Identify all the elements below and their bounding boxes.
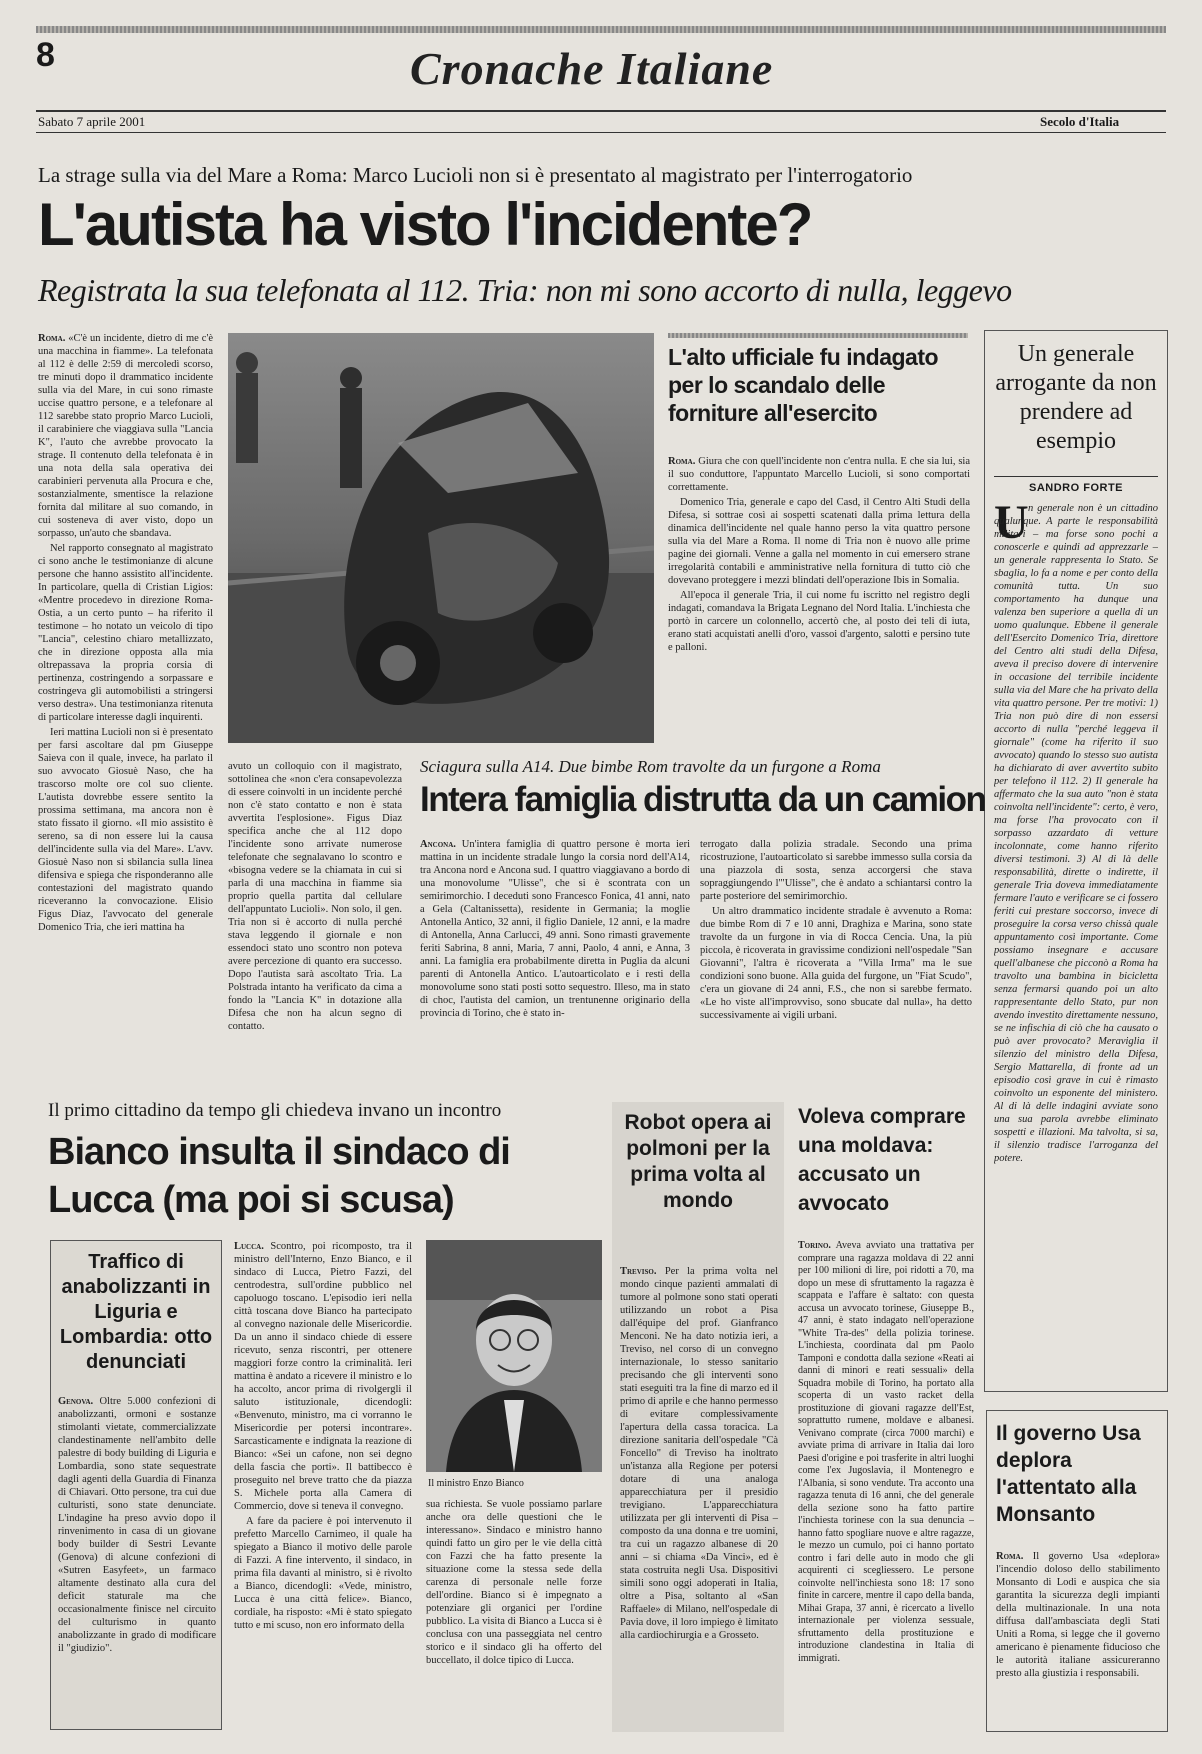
editorial-body (994, 496, 1158, 1382)
newspaper-name: Secolo d'Italia (1040, 114, 1120, 129)
sidebar-dateline: Roma. (668, 456, 696, 467)
bianco-kicker: Il primo cittadino da tempo gli chiedeva invano un incontro (48, 1100, 502, 1121)
masthead-rule-thin (36, 132, 1166, 133)
camion-col1-text: Un'intera famiglia di quattro persone è morta ieri mattina in un incidente stradale lungo la corsia nord dell'A14, tra Ancona nord e Ancona sud. I quattro viaggiavano a bordo di una monovolume "Ulisse", che si è scontrata con un semirimorchio. I deceduti sono Francesco Fonica, 41 anni, nato a Gela (Caltanissetta), residente in Germania; la moglie Antonella Antico, 32 anni, il figlio Daniele, 12 anni, e la madre di Antonella, Anna Carlucci, 49 anni. Sono rimasti gravemente feriti Sabrina, 8 anni, Maria, 7 anni, Paolo, 4 anni, e Anna, 3 anni. La famiglia era probabilmente diretta in Puglia da alcuni parenti di Antonella Antico. L'autoarticolato e i resti della monovolume sono stati posti sotto sequestro. Illeso, ma in stato di choc, l'autista del camion, un trentunenne originario della provincia di Torino, che è stato in- (420, 839, 690, 1019)
main-kicker: La strage sulla via del Mare a Roma: Marco Lucioli non si è presentato al magistrato per l'interrogatorio (38, 163, 913, 187)
robot-body (620, 1265, 778, 1727)
main-subheadline: Registrata la sua telefonata al 112. Tria: non mi sono accorto di nulla, leggevo (38, 272, 1012, 308)
bianco-col1b-text: A fare da paciere è poi intervenuto il prefetto Marcello Carnimeo, il quale ha spiegato a Bianco il motivo delle parole di Fazzi. A fine intervento, il sindaco, in prima fila davanti al ministro, si è rivolto a Bianco, dicendogli: «Vede, ministro, Lucca è una città felice». Bianco, cordiale, ha risposto: «Mi è stato spiegato tutto e mi scuso, non ero informato della (234, 1516, 412, 1631)
anabolizzanti-dateline: Genova. (58, 1396, 94, 1407)
robot-dateline: Treviso. (620, 1266, 657, 1277)
moldava-body (798, 1240, 974, 1732)
main-story-col1 (38, 332, 213, 1177)
top-rule (36, 26, 1166, 33)
main-dateline: Roma. (38, 333, 66, 344)
sidebar-body3: All'epoca il generale Tria, il cui nome fu iscritto nel registro degli indagati, comandava la Brigata Legnano del Nord Italia. L'inchiesta che portò in carcere un colonnello, accertò che, al posto dei teli di iuta, erano stati acquistati anelli d'oro, vassoi d'argento, salotti e persino tute e palloni. (668, 590, 970, 653)
editorial-body-text: n generale non è un cittadino qualunque. A parte le responsabilità militari – ma forse sono pochi a conoscerle e quindi ad apprezzarle – un generale rappresenta lo Stato. Se sbaglia, lo fa a nome e per conto della comunità tutta. Un suo comportamento ha dunque una valenza ben superiore a quella di un uomo qualunque. Ebbene il generale dell'Esercito Domenico Tria, direttore del Centro alti studi della Difesa, aveva il preciso dovere di intervenire in occasione del terribile incidente sulla via del Mare che ha privato della vita quattro persone. Per tre motivi: 1) Tria non può dire di non essersi accorto di nulla "perché leggeva il giornale" (come ha riferito il suo avvocato) quando lo stesso suo autista ha dichiarato di aver avvertito subito per telefono il 112. 2) Il generale ha affermato che la sua auto "non è stata coinvolta nell'incidente": certo, è vero, ma forse l'ha provocato con il sorpasso azzardato di vetture incolonnate, come hanno riferito diversi testimoni. 3) Al di là delle responsabilità, dirette o indirette, il generale Tria doveva immediatamente fermare l'auto e verificare se ci fossero feriti cui prestare soccorso, invece di proseguire la corsa verso chissà quale appuntamento così importante. Come possiamo insegnare e accusare quell'albanese che picconò a Roma ha travolto una bambina in bicicletta senza fermarsi quando poi un alto rappresentante dello Stato, pur non avendo investito direttamente nessuno, se ne infischia di ciò che ha causato o può aver provocato? Meraviglia il silenzio del ministro della Difesa, Sergio Mattarella, di fronte ad un episodio così grave in cui è rimasto coinvolto un esponente del ministero. Al di là delle indagini avviate sono una sua parola avrebbe eliminato sospetti e illazioni. Ma talvolta, si sa, il silenzio tradisce l'arroganza del potere. (994, 503, 1158, 1164)
usa-dateline: Roma. (996, 1551, 1024, 1562)
bianco-col2 (426, 1498, 602, 1730)
bianco-col2-text: sua richiesta. Se vuole possiamo parlare anche ora delle questioni che le interessano». Sindaco e ministro hanno quindi fatto un giro per le vie della città con Fazzi che ha fatto presente la situazione come la stessa sede della carenza di personale nelle forze dell'ordine. Bianco si è impegnato a potenziare gli organici per l'ordine pubblico. La visita di Bianco a Lucca si è conclusa con una passeggiata nel centro storico e il sindaco gli ha offerto del buccellato, il dolce tipico di Lucca. (426, 1499, 602, 1666)
usa-body (996, 1550, 1160, 1725)
camion-headline: Intera famiglia distrutta da un camion (420, 780, 986, 819)
anabolizzanti-headline: Traffico di anabolizzanti in Liguria e Lombardia: otto denunciati (59, 1251, 213, 1373)
camion-col2-text: terrogato dalla polizia stradale. Secondo una prima ricostruzione, l'autoarticolato si sarebbe immesso sulla corsia da una piazzola di sosta, senza accorgersi che stava sopraggiungendo l'"Ulisse", che è andato a schiantarsi contro la parte posteriore del semirimorchio. (700, 839, 972, 902)
main-headline: L'autista ha visto l'incidente? (38, 191, 812, 258)
main-col2-text: avuto un colloquio con il magistrato, sottolinea che «non c'era consapevolezza di essere coinvolti in un incidente perché non c'è stato contatto e non è stata avvertita l'esplosione». Figus Diaz specifica anche che al 112 dopo l'incidente sono arrivate numerose telefonate che segnalavano lo scontro e «bisogna vedere se la chiamata in cui si parla di una macchina in fiamme sia proprio quella partita dal cellulare dell'appuntato Lucioli». Non solo, il gen. Tria non si è accorto di nulla perché stava leggendo il giornale e non essendoci stato uno scontro non poteva avere percezione di quanto era successo. Dopo l'autista sarà ascoltato Tria. La Polstrada intanto ha verificato da cima a fondo la "Lancia K" in dotazione alla Difesa che non ha alcun segno di contatto. (228, 761, 402, 1032)
editorial-drop-cap: U (994, 496, 1029, 549)
moldava-dateline: Torino. (798, 1240, 831, 1251)
masthead-rule (36, 110, 1166, 112)
bianco-col1-text: Scontro, poi ricomposto, tra il ministro dell'Interno, Enzo Bianco, e il sindaco di Lucca, Pietro Fazzi, del centrodestra, sull'ordine pubblico nel capoluogo toscano. L'episodio ieri nella città toscana dove Bianco ha partecipato al convegno nazionale delle Misericordie. Da un anno il sindaco chiede di essere ricevuto, senza riscontri, per ottenere maggiori forze contro la criminalità. Ieri mattina è andato a ricevere il ministro e lo ha accolto, ancor prima di rivolgergli il saluto istituzionale, dicendogli: «Benvenuto, ministro, ma ci vorranno le Misericordie per potersi incontrare». Sarcasticamente e indignata la reazione di Bianco: «Sei un cafone, non sei degno della fascia che porti». Il battibecco è proseguito nel breve tratto che da piazza S. Michele porta alla Camera di Commercio, dove si teneva il convegno. (234, 1241, 412, 1512)
editorial-title: Un generale arrogante da non prendere ad esempio (995, 341, 1157, 454)
sidebar-headline: L'alto ufficiale fu indagato per lo scandalo delle forniture all'esercito (668, 344, 939, 426)
bianco-portrait (426, 1240, 602, 1472)
editorial-rule (994, 476, 1158, 477)
main-col1c-text: Ieri mattina Lucioli non si è presentato per farsi ascoltare dal pm Giuseppe Saieva con il quale, invece, ha parlato il suo avvocato Giosuè Naso, che ha trascorso molte ore col suo cliente. L'autista dovrebbe essere sentito la prossima settimana, ma ancora non è stato fissato il giorno. «Il mio assistito è sereno, sa di non essere lui la causa dell'incidente sulla via del Mare». L'avv. Giosuè Naso non si sbilancia sulla linea difensiva e spiega che risponderanno alle contestazioni del magistrato quando riceveranno la convocazione. Elisio Figus Diaz, l'avvocato del generale Domenico Tria, che ieri mattina ha (38, 727, 213, 933)
sidebar-top-bar (668, 333, 968, 338)
moldava-text: Aveva avviato una trattativa per comprare una ragazza moldava di 22 anni per 100 milioni di lire, poi ridotti a 70, ma dopo un mese di sfruttamento la ragazza è scappata e l'affare è saltato: con questa accusa un avvocato torinese, Giuseppe B., 47 anni, è stato indagato nell'operazione "White Tra-des" della polizia torinese. L'inchiesta, coordinata dal pm Paolo Tamponi e condotta dalla sezione «Reati ai danni di minori e reati sessuali» della Squadra mobile di Torino, ha portato alla scoperta di un vasto racket della prostituzione di giovani ragazze dell'Est, soprattutto rumene, moldave e albanesi. Venivano comprate (circa 7000 marchi) e avviate prima di arrivare in Italia dai loro Paesi d'origine e poi trasferite in altri luoghi come l'ex Jugoslavia, il Montenegro e l'Albania, si sono vendute. Tra acconto una ragazza tenuta di 16 anni, che del generale della sezione sono ha fatto partire l'inchiesta torinese con la sua denuncia – hanno fatto spogliare nuove e altre ragazze, le mezzo un cumulo, poi ci hanno portato contro i fari delle auto in modo che gli acquirenti ci scegliessero. Le persone coinvolte nell'inchiesta sono 18: 17 sono finite in carcere, mentre il capo della banda, Mihai Grapa, 37 anni, è ricercato a livello internazionale per violenza sessuale, sfruttamento della prostituzione e introduzione clandestina in Italia di immigrati. (798, 1240, 974, 1664)
bianco-headline: Bianco insulta il sindaco di Lucca (ma poi si scusa) (48, 1131, 510, 1221)
moldava-headline: Voleva comprare una moldava: accusato un avvocato (798, 1105, 966, 1215)
usa-headline: Il governo Usa deplora l'attentato alla Monsanto (996, 1422, 1141, 1526)
robot-headline: Robot opera ai polmoni per la prima volta al mondo (624, 1111, 772, 1212)
bianco-photo (426, 1240, 602, 1472)
bianco-dateline: Lucca. (234, 1241, 264, 1252)
anabolizzanti-text: Oltre 5.000 confezioni di anabolizzanti, ormoni e sostanze stimolanti vietate, commercializzate clandestinamente nell'ambito delle palestre di body building di Liguria e Lombardia, sono state sequestrate dagli agenti della Guardia di Finanza di Chiavari. Otto persone, tra cui due culturisti, sono state denunciate. L'indagine ha preso avvio dopo il rinvenimento in casa di un giovane body builder di Sestri Levante (Genova) di alcune confezioni di «Sutren Easyfeet», un farmaco altamente destinato alla cura del deficit staturale ma che occasionalmente finisce nel circuito del culturismo in quanto anabolizzante in grado di modificare il "giudizio". (58, 1396, 216, 1654)
anabolizzanti-body (58, 1395, 216, 1725)
bianco-photo-caption: Il ministro Enzo Bianco (428, 1478, 524, 1489)
issue-date: Sabato 7 aprile 2001 (38, 114, 146, 129)
bianco-col1 (234, 1240, 412, 1730)
sidebar-body1: Giura che con quell'incidente non c'entra nulla. E che sia lui, sia il suo conduttore, l'appuntato Marcello Lucioli, si sono comportati correttamente. (668, 456, 970, 493)
editorial-author: SANDRO FORTE (1029, 482, 1123, 494)
main-col1-text: «C'è un incidente, dietro di me c'è una macchina in fiamme». La telefonata al 112 è delle 2:59 di mercoledì scorso, tre minuti dopo il drammatico incidente sulla via del Mare, in cui sono rimaste uccise quattro persone, e a telefonare al 112 sarebbe stato proprio Marco Lucioli, il carabiniere che viaggiava sulla "Lancia K", l'auto che avrebbe provocato la strage. Il contenuto della telefonata è in una nota della sala operativa dei carabinieri pervenuta alla Procura e che, sostanzialmente, smentisce la relazione fornita dal militare al suo comando, in cui sosteneva di aver visto, dopo un sorpasso, un'auto che sbandava. (38, 333, 213, 539)
camion-col2b-text: Un altro drammatico incidente stradale è avvenuto a Roma: due bimbe Rom di 7 e 10 anni, Draghiza e Marina, sono state travolte da un furgone in via di Rocca Cencia. Una, la più piccola, è ricoverata in gravissime condizioni nell'ospedale "San Giovanni", l'altra è ricoverata a "Villa Irma" ma le sue condizioni sono buone. Alla guida del furgone, un "Fiat Scudo", c'era un giovane di 24 anni, F.S., che non si sarebbe fermato. «Le ho viste all'improvviso, sono sbucate dal nulla», ha detto successivamente ai vigili urbani. (700, 906, 972, 1021)
camion-kicker: Sciagura sulla A14. Due bimbe Rom travolte da un furgone a Roma (420, 757, 881, 776)
page-number: 8 (36, 36, 55, 74)
sidebar-body2: Domenico Tria, generale e capo del Casd, il Centro Alti Studi della Difesa, si sottrae così ai sospetti scatenati dalla prima lettura della dinamica dell'incidente nel quale hanno perso la vita quattro persone sulla via del Mare a Roma. Il nome di Tria non è nuovo alle prime pagine dei giornali. Venne a galla nel momento in cui emersero strane irregolarità contabili e amministrative nella fornitura di tutto ciò che dovevano proteggere i mezzi blindati dell'operazione Ibis in Somalia. (668, 497, 970, 586)
camion-dateline: Ancona. (420, 839, 456, 850)
main-col1b-text: Nel rapporto consegnato al magistrato ci sono anche le testimonianze di alcune persone che hanno assistito all'incidente. In particolare, quella di Cristian Ligios: «Mentre procedevo in direzione Roma-Ostia, a un certo punto – ha riferito il testimone – ho notato un veicolo di tipo "Lancia", celestino chiaro metallizzato, che in direzione opposta alla mia oltrepassava la propria corsia di pertinenza, costringendo a sorpassare e costringeva gli automobilisti a stringersi verso destra». Una testimonianza ritenuta di particolare interesse dagli inquirenti. (38, 543, 213, 723)
crash-photo-illustration (228, 333, 654, 743)
usa-text: Il governo Usa «deplora» l'incendio doloso dello stabilimento Monsanto di Lodi e auspica che sia garantita la sicurezza degli impianti della multinazionale. In una nota diffusa dall'ambasciata degli Stati Uniti a Roma, si legge che il governo americano è pienamente fiducioso che le autorità italiane assicureranno presto alla giustizia i responsabili. (996, 1551, 1160, 1679)
crash-photo (228, 333, 654, 743)
robot-text: Per la prima volta nel mondo cinque pazienti ammalati di tumore al polmone sono stati operati utilizzando un robot a Pisa dall'équipe del prof. Gianfranco Menconi. Ne ha dato notizia ieri, a Treviso, nel corso di un convegno internazionale, lo stesso sanitario precisando che gli interventi sono stati eseguiti tra la fine di marzo ed il primo di aprile e che hanno permesso di evitare complessivamente l'apertura della cassa toracica. La direzione sanitaria dell'ospedale "Cà Foncello" di Treviso ha inoltrato un'istanza alla Regione per potersi dotare di una analoga apparecchiatura per il presidio trevigiano. L'apparecchiatura utilizzata per gli interventi di Pisa – composto da una donna e tre uomini, tra cui un ragazzo albanese di 20 anni – si chiama «Da Vinci», ed è stata costruita negli Usa. Dispositivi simili sono oggi adoperati in Italia, oltre a Pisa, soltanto al «San Raffaele» di Milano, nell'ospedale di Pavia dove, il loro impiego è limitato alla cardiochirurgia e a Grosseto. (620, 1266, 778, 1641)
sidebar-body (668, 455, 970, 745)
section-title: Cronache Italiane (410, 43, 774, 94)
